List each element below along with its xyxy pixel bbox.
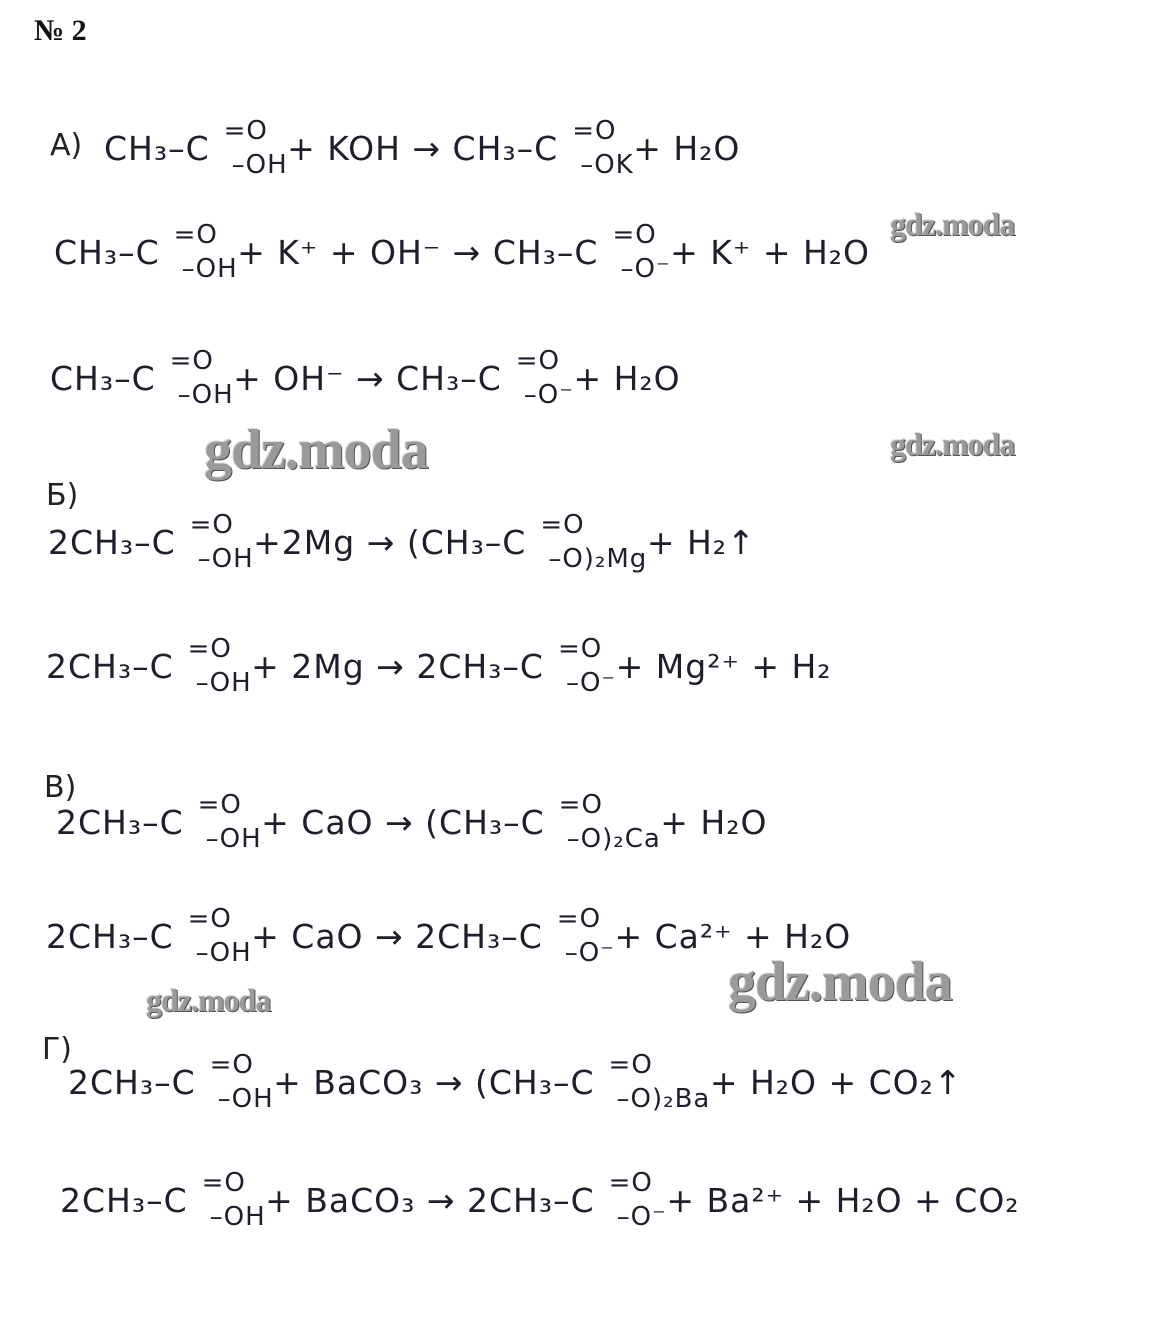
equation-b-2: 2CH₃–C =O –OH + 2Mg → 2CH₃–C =O –O⁻ + Mg²⁺ + H₂ xyxy=(46,634,832,698)
section-label-v: В) xyxy=(44,770,77,805)
equation-g-1: 2CH₃–C =O –OH + BaCO₃ → (CH₃–C =O –O)₂Ba + H₂O + CO₂↑ xyxy=(68,1050,963,1114)
equation-b-1: 2CH₃–C =O –OH +2Mg → (CH₃–C =O –O)₂Mg + H₂↑ xyxy=(48,510,756,574)
page-number: № 2 xyxy=(34,14,87,47)
equation-a-2: CH₃–C =O –OH + K⁺ + OH⁻ → CH₃–C =O –O⁻ + K⁺ + H₂O xyxy=(54,220,871,284)
section-label-g: Г) xyxy=(42,1032,72,1067)
watermark: gdz.moda xyxy=(204,419,428,481)
watermark: gdz.moda xyxy=(728,951,952,1013)
equation-a-1: CH₃–C =O –OH + KOH → CH₃–C =O –OK + H₂O xyxy=(104,116,741,180)
watermark: gdz.moda xyxy=(146,982,271,1018)
watermark: gdz.moda xyxy=(890,206,1015,242)
equation-g-2: 2CH₃–C =O –OH + BaCO₃ → 2CH₃–C =O –O⁻ + Ba²⁺ + H₂O + CO₂ xyxy=(60,1168,1020,1232)
section-label-b: Б) xyxy=(46,478,79,513)
watermark: gdz.moda xyxy=(890,426,1015,462)
equation-v-2: 2CH₃–C =O –OH + CaO → 2CH₃–C =O –O⁻ + Ca²⁺ + H₂O xyxy=(46,904,852,968)
section-label-a: А) xyxy=(50,128,83,163)
equation-a-3: CH₃–C =O –OH + OH⁻ → CH₃–C =O –O⁻ + H₂O xyxy=(50,346,681,410)
equation-v-1: 2CH₃–C =O –OH + CaO → (CH₃–C =O –O)₂Ca + H₂O xyxy=(56,790,768,854)
